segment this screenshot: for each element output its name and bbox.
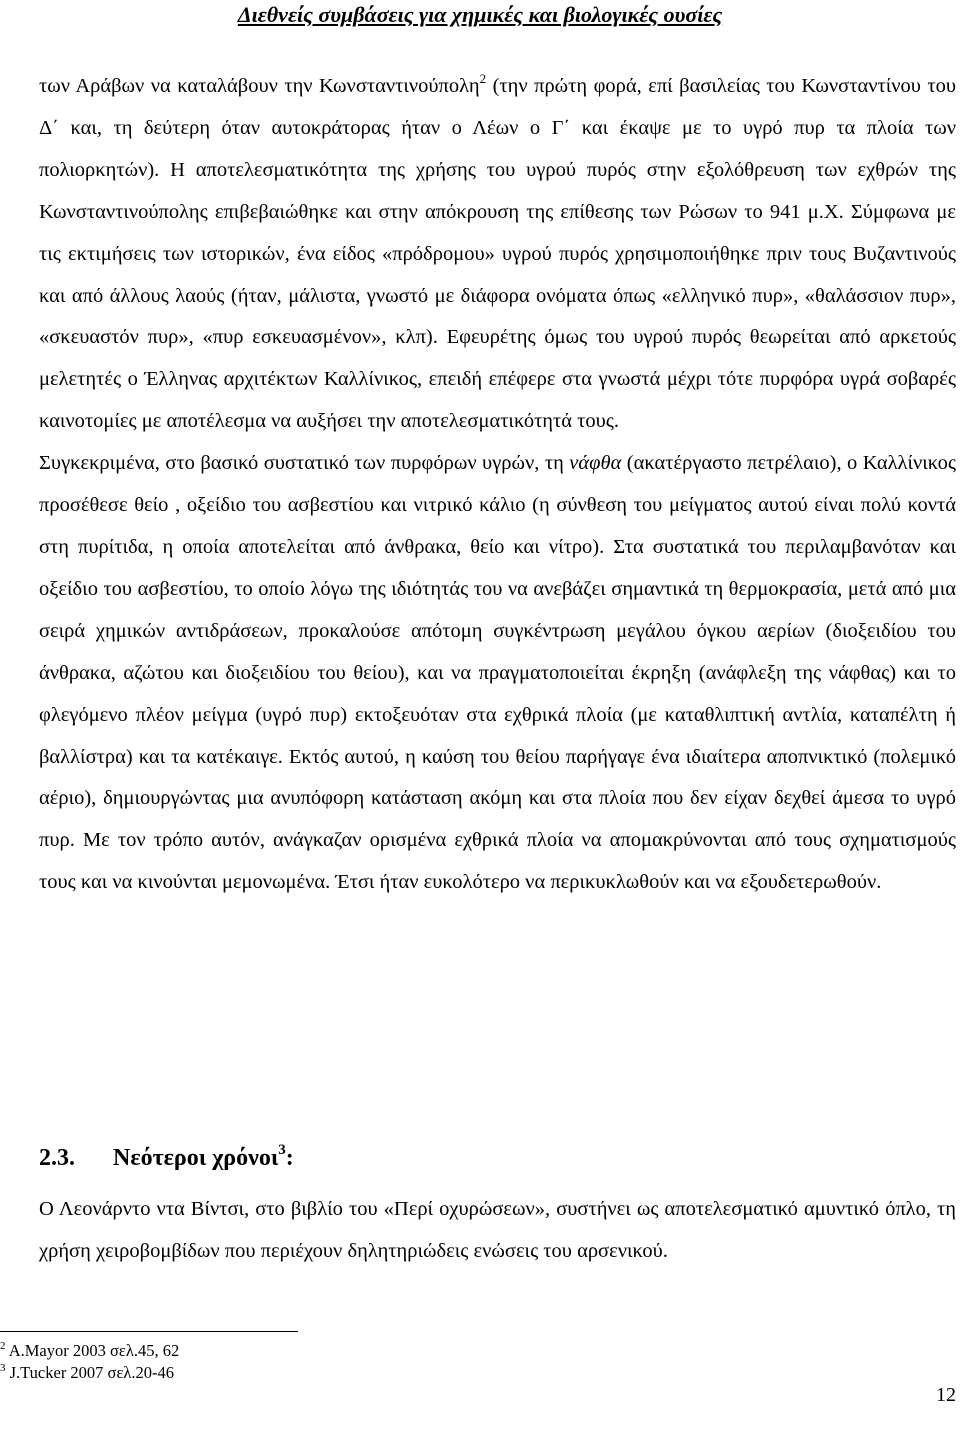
section-title: Νεότεροι χρόνοι — [113, 1145, 279, 1171]
footnote-2: $^2$ A.Mayor 2003 σελ.45, 62 — [0, 1340, 180, 1360]
running-header: Διεθνείς συμβάσεις για χημικές και βιολογικές ουσίες — [237, 2, 723, 27]
page-number: 12 — [936, 1384, 956, 1406]
section-heading: 2.3. Νεότεροι χρόνοι$^3$: — [39, 1142, 294, 1171]
naphtha-term: νάφθα — [569, 452, 622, 475]
section-number: 2.3. — [39, 1145, 75, 1171]
footnotes — [0, 1340, 179, 1384]
footnote-3: $^3$ J.Tucker 2007 σελ.20-46 — [0, 1362, 175, 1382]
footnote-ref-2[interactable]: 2 — [479, 71, 487, 86]
paragraph-3: Ο Λεονάρντο ντα Βίντσι, στο βιβλίο του «Περί οχυρώσεων», συστήνει ως αποτελεσματικό αμυντικό όπλο, τη χρήση χειροβομβίδων που περιέχουν δηλητηριώδεις ενώσεις του αρσενικού. — [39, 1198, 956, 1262]
footnote-ref-3[interactable]: 3 — [278, 1142, 286, 1158]
body-text — [39, 66, 956, 904]
paragraph-2: Συγκεκριμένα, στο βασικό συστατικό των πυρφόρων υγρών, τη νάφθα (ακατέργαστο πετρέλαιο), ο Καλλίνικος προσέθεσε θείο , οξείδιο του ασβεστίου και νιτρικό κάλιο (η σύνθεση του μείγματος αυτού είναι πολύ κοντά στη πυρίτιδα, η οποία αποτελείται από άνθρακα, θείο και νίτρο). Στα συστατικά του περιλαμβανόταν και οξείδιο του ασβεστίου, το οποίο λόγω της ιδιότητάς του να ανεβάζει σημαντικά τη θερμοκρασία, μετά από μια σειρά χημικών αντιδράσεων, προκαλούσε απότομη συγκέντρωση μεγάλου όγκου αερίων (διοξειδίου του άνθρακα, αζώτου και διοξειδίου του θείου), και να πραγματοποιείται έκρηξη (ανάφλεξη της νάφθας) και το φλεγόμενο πλέον μείγμα (υγρό πυρ) εκτοξευόταν στα εχθρικά πλοία (με καταθλιπτική αντλία, καταπέλτη ή βαλλίστρα) και τα κατέκαιγε. Εκτός αυτού, η καύση του θείου παρήγαγε ένα ιδιαίτερα αποπνικτικό (πολεμικό αέριο), δημιουργώντας μια ανυπόφορη κατάσταση ακόμη και στα πλοία που δεν είχαν δεχθεί άμεσα το υγρό πυρ. Με τον τρόπο αυτόν, ανάγκαζαν ορισμένα εχθρικά πλοία να απομακρύνονται από τους σχηματισμούς τους και να κινούνται μεμονωμένα. Έτσι ήταν ευκολότερο να περικυκλωθούν και να εξουδετερωθούν. — [39, 452, 956, 894]
paragraph-1: των Αράβων να καταλάβουν την Κωνσταντινούπολη$^2$ (την πρώτη φορά, επί βασιλείας του Κωνσταντίνου του Δ΄ και, τη δεύτερη όταν αυτοκράτορας ήταν ο Λέων ο Γ΄ και έκαψε με το υγρό πυρ τα πλοία των πολιορκητών). Η αποτελεσματικότητα της χρήσης του υγρού πυρός στην εξολόθρευση των εχθρών της Κωνσταντινούπολης επιβεβαιώθηκε και στην απόκρουση της επίθεσης των Ρώσων το 941 μ.Χ. Σύμφωνα με τις εκτιμήσεις των ιστορικών, ένα είδος «πρόδρομου» υγρού πυρός χρησιμοποιήθηκε πριν τους Βυζαντινούς και από άλλους λαούς (ήταν, μάλιστα, γνωστό με διάφορα ονόματα όπως «ελληνικό πυρ», «θαλάσσιον πυρ», «σκευαστόν πυρ», «πυρ εσκευασμένον», κλπ). Εφευρέτης όμως του υγρού πυρός θεωρείται από αρκετούς μελετητές ο Έλληνας αρχιτέκτων Καλλίνικος, επειδή επέφερε στα γνωστά μέχρι τότε πυρφόρα υγρά σοβαρές καινοτομίες με αποτέλεσμα να αυξήσει την αποτελεσματικότητά τους. — [39, 71, 956, 433]
footnote-separator — [0, 1331, 298, 1332]
